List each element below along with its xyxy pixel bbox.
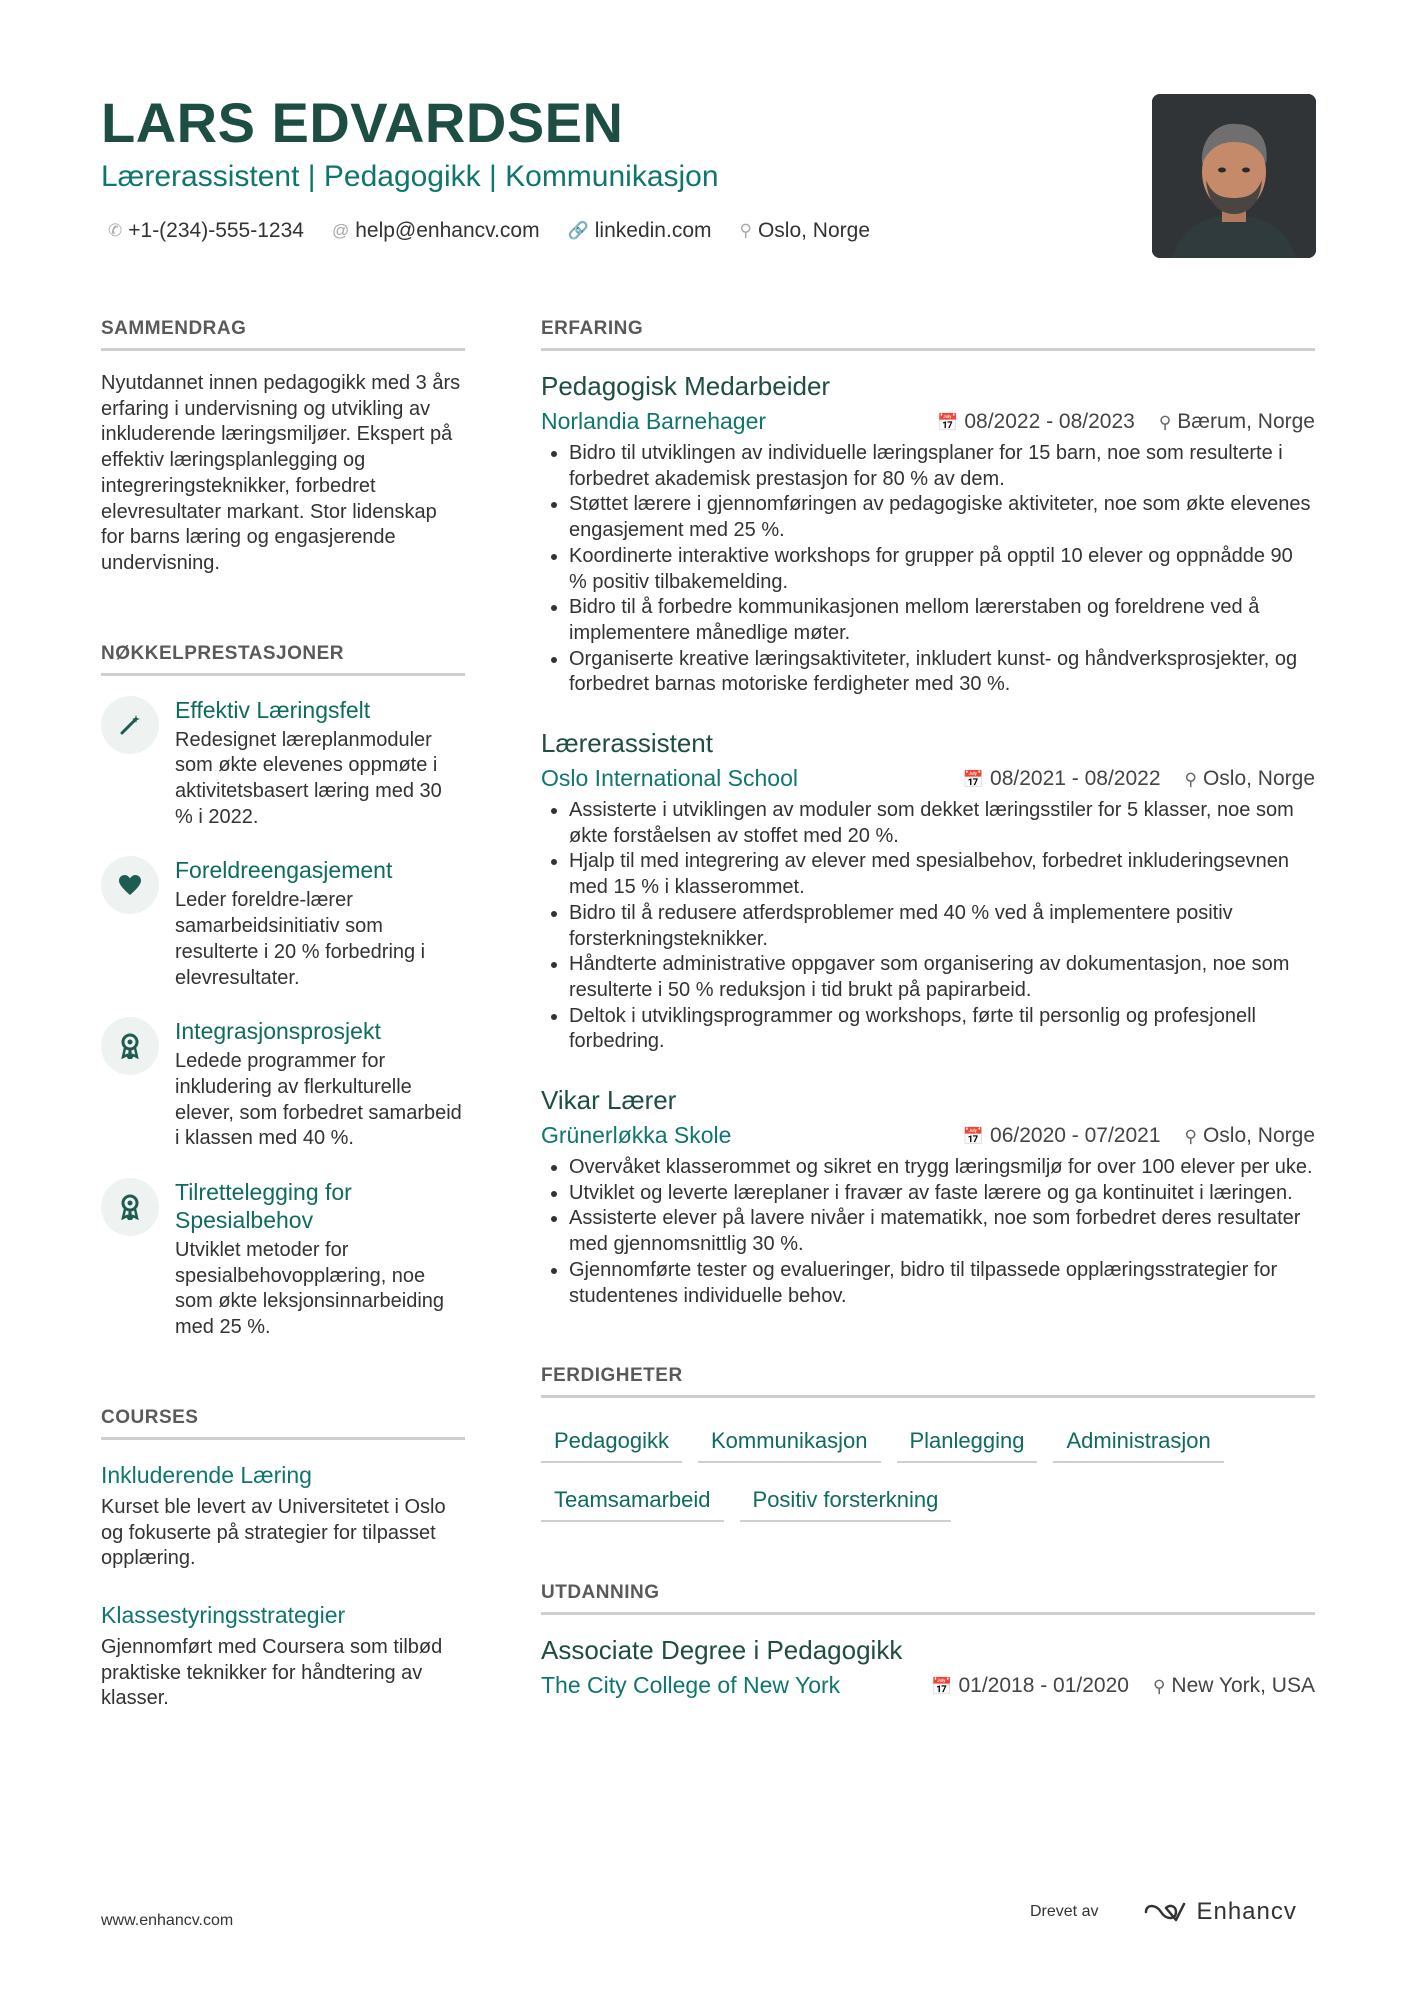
skills-list [541,1422,1315,1522]
contact-location-text: Oslo, Norge [757,219,870,242]
courses-heading: COURSES [101,1407,465,1440]
skills-heading: FERDIGHETER [541,1365,1315,1398]
location-icon: ⚲ [1184,769,1197,789]
job-dates: 08/2022 - 08/2023 [964,409,1135,433]
bullet-item: • Assisterte i utviklingen av moduler som dekket læringsstiler for 5 klasser, noe som økte forståelsen av stoffet med 20 %. [569,798,1315,849]
location-icon: ⚲ [1184,1126,1197,1146]
bullet-item: • Bidro til å forbedre kommunikasjonen mellom lærerstaben og foreldrene ved å implementere månedlige møter. [569,595,1315,646]
bullet-item: • Koordinerte interaktive workshops for grupper på opptil 10 elever og oppnådde 90 % positiv tilbakemelding. [569,544,1315,595]
contact-email[interactable] [332,219,540,243]
bullet-item: • Gjennomførte tester og evalueringer, bidro til tilpassede opplæringsstrategier for studentenes individuelle behov. [569,1258,1315,1309]
footer-branding [1030,1898,1297,1926]
candidate-name: LARS EDVARDSEN [101,91,624,154]
bullet-item: • Bidro til utviklingen av individuelle læringsplaner for 15 barn, noe som resulterte i forbedret akademisk prestasjon for 80 % av dem. [569,441,1315,492]
degree-title: Associate Degree i Pedagogikk [541,1635,903,1666]
achievement-item [101,696,465,831]
job-location: Bærum, Norge [1177,409,1315,433]
contact-phone-text: +1-(234)-555-1234 [128,219,304,242]
job-title: Lærerassistent [541,728,713,759]
skill-tag: Administrasjon [1053,1422,1223,1463]
school-name: The City College of New York [541,1672,841,1699]
job-location: Oslo, Norge [1202,766,1315,790]
summary-heading: SAMMENDRAG [101,318,465,351]
bullet-item: • Utviklet og leverte læreplaner i fravær av faste lærere og ga kontinuitet i læringen. [569,1181,1315,1207]
achievement-item [101,856,465,991]
job-bullets [541,798,1315,1055]
experience-item [541,728,1315,1055]
left-column [101,318,465,1712]
company-name: Oslo International School [541,765,798,792]
education-location: New York, USA [1171,1673,1315,1697]
achievement-item [101,1178,465,1341]
bullet-item: • Hjalp til med integrering av elever med spesialbehov, forbedret inkluderingsevnen med 15 % i klasserommet. [569,849,1315,900]
job-bullets [541,441,1315,698]
achievement-desc: Ledede programmer for inkludering av flerkulturelle elever, som forbedret samarbeid i klassen med 40 %. [175,1050,462,1150]
achievement-desc: Utviklet metoder for spesialbehovopplæring, noe som økte leksjonsinnarbeiding med 25 %. [175,1239,445,1339]
achievement-desc: Leder foreldre-lærer samarbeidsinitiativ som resulterte i 20 % forbedring i elevresultater. [175,889,426,989]
bullet-item: • Håndterte administrative oppgaver som organisering av dokumentasjon, noe som resulterte i 50 % reduksjon i tid brukt på papirarbeid. [569,952,1315,1003]
course-item [101,1602,465,1712]
calendar-icon: 📅 [931,1676,953,1696]
job-bullets [541,1155,1315,1309]
bullet-item: • Deltok i utviklingsprogrammer og workshops, førte til personlig og profesjonell forbedring. [569,1004,1315,1055]
course-item [101,1462,465,1572]
course-desc: Gjennomført med Coursera som tilbød praktiske teknikker for håndtering av klasser. [101,1635,443,1710]
at-icon: @ [331,221,350,240]
award-icon [101,1178,159,1236]
location-icon: ⚲ [739,221,752,240]
contact-bar [108,219,870,243]
profile-photo [1152,94,1316,258]
achievement-title: Tilrettelegging for Spesialbehov [175,1179,352,1234]
achievement-title: Foreldreengasjement [175,857,393,884]
heart-icon [101,856,159,914]
education-dates: 01/2018 - 01/2020 [958,1673,1129,1697]
achievement-item [101,1017,465,1152]
skill-tag: Planlegging [897,1422,1038,1463]
magic-wand-icon [101,696,159,754]
footer-website[interactable]: www.enhancv.com [101,1912,234,1929]
job-dates: 08/2021 - 08/2022 [990,766,1161,790]
enhancv-logo-icon [1142,1900,1188,1924]
course-title: Klassestyringsstrategier [101,1601,346,1628]
course-desc: Kurset ble levert av Universitetet i Oslo og fokuserte på strategier for tilpasset opplæring. [101,1495,446,1570]
powered-by-label: Drevet av [1030,1903,1099,1920]
achievement-desc: Redesignet læreplanmoduler som økte elevenes oppmøte i aktivitetsbasert læring med 30 % i 2022. [175,728,442,828]
summary-text: Nyutdannet innen pedagogikk med 3 års erfaring i undervisning og utvikling av inkluderende læringsmiljøer. Ekspert på effektiv læringsplanlegging og integreringsteknikker, forbedret elevresultater markant. Stor lidenskap for barns læring og engasjerende undervisning. [101,372,461,574]
award-icon [101,1017,159,1075]
calendar-icon: 📅 [937,412,959,432]
job-title: Vikar Lærer [541,1085,677,1116]
skill-tag: Pedagogikk [541,1422,682,1463]
bullet-item: • Støttet lærere i gjennomføringen av pedagogiske aktiviteter, noe som økte elevenes engasjement med 25 %. [569,492,1315,543]
experience-heading: ERFARING [541,318,1315,351]
bullet-item: • Organiserte kreative læringsaktiviteter, inkludert kunst- og håndverksprosjekter, og forbedret barnas motoriske ferdigheter med 30 %. [569,647,1315,698]
link-icon: 🔗 [567,221,589,240]
contact-phone[interactable] [108,219,304,243]
skill-tag: Teamsamarbeid [541,1481,724,1522]
contact-linkedin-text: linkedin.com [594,219,712,242]
course-title: Inkluderende Læring [101,1461,312,1488]
calendar-icon: 📅 [962,769,985,789]
headline: Lærerassistent | Pedagogikk | Kommunikasjon [101,160,719,193]
calendar-icon: 📅 [962,1126,985,1146]
contact-email-text: help@enhancv.com [355,219,540,242]
experience-item [541,1085,1315,1309]
skill-tag: Kommunikasjon [698,1422,881,1463]
achievement-title: Effektiv Læringsfelt [175,696,371,723]
skill-tag: Positiv forsterkning [740,1481,952,1522]
achievement-title: Integrasjonsprosjekt [175,1018,381,1045]
education-heading: UTDANNING [541,1582,1315,1615]
job-dates: 06/2020 - 07/2021 [990,1123,1161,1147]
education-item [541,1635,1315,1699]
location-icon: ⚲ [1152,1676,1166,1696]
job-title: Pedagogisk Medarbeider [541,371,831,401]
right-column [541,318,1315,1699]
job-location: Oslo, Norge [1202,1123,1315,1147]
enhancv-logo[interactable] [1142,1898,1296,1926]
company-name: Grünerløkka Skole [541,1122,732,1149]
bullet-item: • Overvåket klasserommet og sikret en trygg læringsmiljø for over 100 elever per uke. [569,1155,1315,1181]
company-name: Norlandia Barnehager [541,408,767,434]
phone-icon: ✆ [108,221,123,240]
achievements-heading: NØKKELPRESTASJONER [101,643,465,676]
contact-linkedin[interactable] [568,219,712,243]
location-icon: ⚲ [1158,412,1172,432]
bullet-item: • Assisterte elever på lavere nivåer i matematikk, noe som forbedret deres resultater med gjennomsnittlig 30 %. [569,1206,1315,1257]
brand-name: Enhancv [1196,1898,1297,1925]
experience-item [541,371,1315,698]
contact-location [740,219,871,243]
bullet-item: • Bidro til å redusere atferdsproblemer med 40 % ved å implementere positiv forsterkningsteknikker. [569,901,1315,952]
achievements-list [101,696,465,1341]
